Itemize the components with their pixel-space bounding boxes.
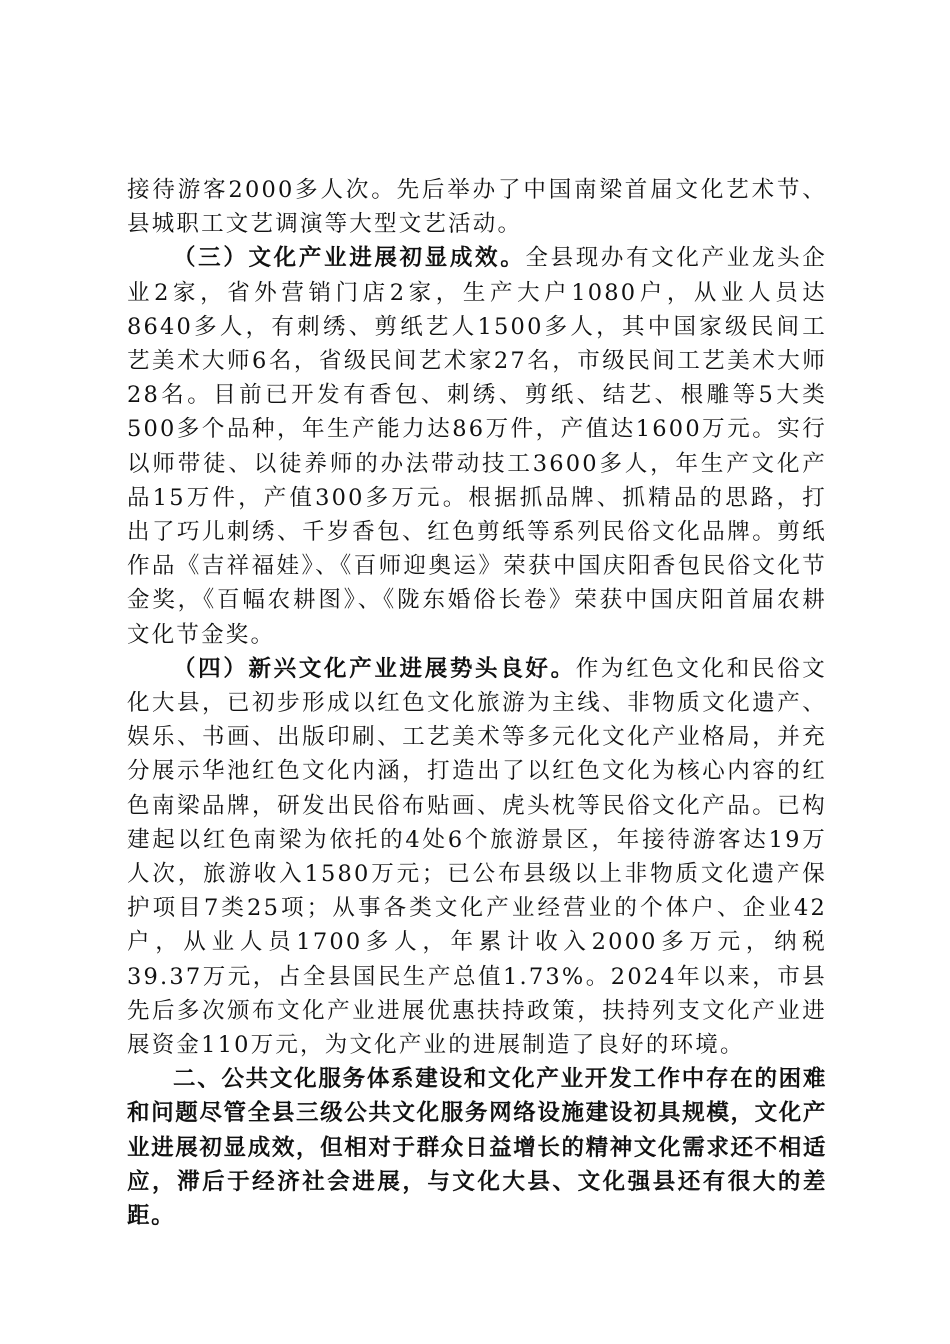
paragraph-visitors: [127, 173, 827, 241]
emerging-industry-heading: （四）新兴文化产业进展势头良好。: [173, 655, 576, 682]
document-page: [127, 173, 827, 1233]
cultural-industry-body: 全县现办有文化产业龙头企业2家，省外营销门店2家，生产大户1080户，从业人员达8640多人，有刺绣、剪纸艺人1500多人，其中国家级民间工艺美术大师6名，省级民间艺术家27名，市级民间工艺美术大师28名。目前已开发有香包、刺绣、剪纸、结艺、根雕等5大类500多个品种，年生产能力达86万件，产值达1600万元。实行以师带徒、以徒养师的办法带动技工3600多人，年生产文化产品15万件，产值300多万元。根据抓品牌、抓精品的思路，打出了巧儿刺绣、千岁香包、红色剪纸等系列民俗文化品牌。剪纸作品《吉祥福娃》、《百师迎奥运》荣获中国庆阳香包民俗文化节金奖，《百幅农耕图》、《陇东婚俗长卷》荣获中国庆阳首届农耕文化节金奖。: [127, 245, 827, 648]
paragraph-cultural-industry: [127, 241, 827, 651]
emerging-industry-body: 作为红色文化和民俗文化大县，已初步形成以红色文化旅游为主线、非物质文化遗产、娱乐、书画、出版印刷、工艺美术等多元化文化产业格局，并充分展示华池红色文化内涵，打造出了以红色文化为核心内容的红色南梁品牌，研发出民俗布贴画、虎头枕等民俗文化产品。已构建起以红色南梁为依托的4处6个旅游景区，年接待游客达19万人次，旅游收入1580万元；已公布县级以上非物质文化遗产保护项目7类25项；从事各类文化产业经营业的个体户、企业42户，从业人员1700多人，年累计收入2000多万元，纳税39.37万元，占全县国民生产总值1.73%。2024年以来，市县先后多次颁布文化产业进展优惠扶持政策，扶持列支文化产业进展资金110万元，为文化产业的进展制造了良好的环境。: [127, 655, 827, 1059]
section-two-heading: [127, 1062, 827, 1233]
paragraph-visitors-text: 接待游客2000多人次。先后举办了中国南梁首届文化艺术节、县城职工文艺调演等大型文艺活动。: [127, 177, 827, 238]
section-two-text: 二、公共文化服务体系建设和文化产业开发工作中存在的困难和问题尽管全县三级公共文化服务网络设施建设初具规模，文化产业进展初显成效，但相对于群众日益增长的精神文化需求还不相适应，滞后于经济社会进展，与文化大县、文化强县还有很大的差距。: [127, 1066, 827, 1230]
paragraph-emerging-industry: [127, 652, 827, 1062]
cultural-industry-heading: （三）文化产业进展初显成效。: [173, 245, 526, 272]
